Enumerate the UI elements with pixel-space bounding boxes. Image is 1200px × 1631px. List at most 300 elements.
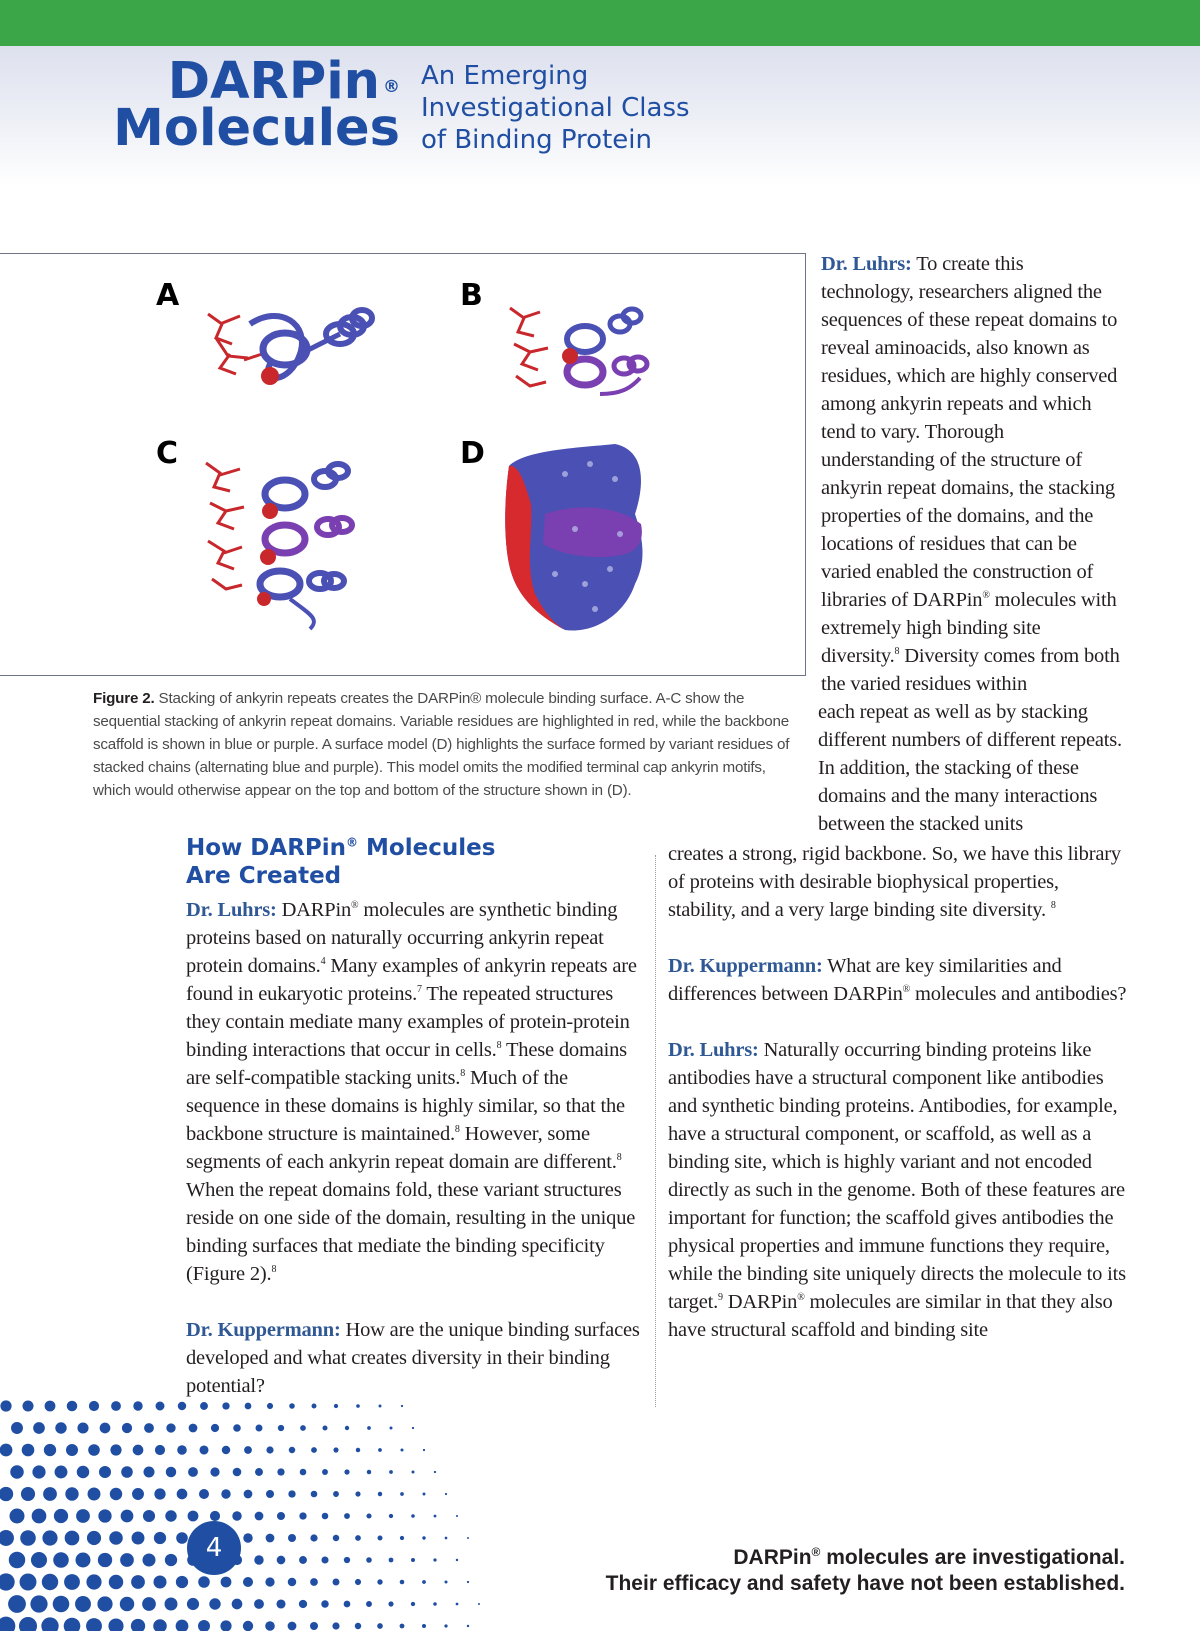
decorative-dot (120, 1553, 134, 1567)
panel-d-surface-model (495, 444, 655, 644)
paragraph-text: molecules are similar in that they also have structural scaffold and binding site (668, 1291, 1113, 1341)
decorative-dot (200, 1402, 208, 1410)
decorative-dot (77, 1466, 90, 1479)
right-column-continuation (818, 698, 1124, 838)
decorative-dot (400, 1536, 404, 1540)
decorative-dot (355, 1535, 361, 1541)
decorative-dot (332, 1622, 339, 1629)
decorative-dot (266, 1446, 273, 1453)
decorative-dot (165, 1510, 176, 1521)
decorative-dot (423, 1449, 425, 1451)
decorative-dot (267, 1403, 273, 1409)
decorative-dot (222, 1402, 229, 1409)
decorative-dot (166, 1423, 175, 1432)
registered-mark: ® (811, 1545, 821, 1559)
decorative-dot (266, 1490, 274, 1498)
decorative-dot (67, 1401, 78, 1412)
decorative-dot (277, 1512, 285, 1520)
decorative-dot (53, 1552, 69, 1568)
decorative-dot (188, 1511, 199, 1522)
decorative-dot (265, 1577, 274, 1586)
paragraph-text: These domains are self-compatible stacking units. (186, 1039, 627, 1089)
decorative-dot (232, 1511, 241, 1520)
decorative-dot (412, 1427, 414, 1429)
decorative-dot (55, 1466, 68, 1479)
decorative-dot (356, 1404, 360, 1408)
subtitle-line-2: Investigational Class (421, 93, 690, 123)
decorative-dot (88, 1488, 101, 1501)
decorative-dot (108, 1618, 123, 1631)
heading-line-2: Are Created (186, 863, 342, 889)
decorative-dot (220, 1620, 231, 1631)
decorative-dot (379, 1405, 382, 1408)
decorative-dot (355, 1491, 360, 1496)
decorative-dot (366, 1557, 372, 1563)
decorative-dot (131, 1619, 145, 1631)
speaker-label: Dr. Kuppermann: (668, 955, 823, 977)
page-number: 4 (187, 1521, 241, 1575)
brand-line-2: Molecules (113, 99, 400, 158)
figure-2-caption (93, 687, 805, 802)
right-column-paragraph (821, 250, 1121, 698)
paragraph-text: creates a strong, rigid backbone. So, we have this library of proteins with desirable biophysical properties, stability, and a very large binding site diversity. (668, 843, 1121, 921)
decorative-dot (0, 1530, 14, 1546)
decorative-dot (199, 1445, 208, 1454)
decorative-dot (321, 1600, 329, 1608)
right-paragraph-2 (668, 952, 1128, 1008)
decorative-dot (54, 1509, 68, 1523)
decorative-dot (22, 1400, 33, 1411)
decorative-dot (310, 1578, 318, 1586)
right-column-paragraph-tail: each repeat as well as by stacking different numbers of different repeats. In addition, the stacking of these domains and the many interactions between the stacked units (818, 701, 1122, 835)
decorative-dot (344, 1557, 350, 1563)
decorative-dot (355, 1623, 361, 1629)
decorative-dot (411, 1558, 415, 1562)
decorative-dot (42, 1574, 58, 1590)
decorative-dot (133, 1445, 144, 1456)
decorative-dot (378, 1492, 382, 1496)
decorative-dot (198, 1620, 210, 1631)
panel-label-c: C (156, 436, 179, 471)
decorative-dot (110, 1488, 122, 1500)
decorative-dot (98, 1553, 112, 1567)
decorative-dot (153, 1619, 167, 1631)
column-divider (655, 855, 656, 1407)
registered-mark: ® (797, 1292, 805, 1304)
panel-b-ribbon-structure (500, 294, 680, 424)
reference-marker: 8 (454, 1124, 460, 1136)
decorative-dot (322, 1469, 328, 1475)
decorative-dot (110, 1444, 121, 1455)
section-heading (186, 834, 626, 890)
decorative-dot (64, 1618, 81, 1631)
paragraph-text: The repeated structures they contain mediate many examples of protein-protein binding interactions that occur in cells. (186, 983, 630, 1061)
registered-mark: ® (346, 835, 359, 850)
heading-line-1: How DARPin (186, 835, 347, 861)
decorative-dot (244, 1490, 253, 1499)
reference-marker: 8 (616, 1152, 622, 1164)
brand-title (90, 52, 400, 158)
reference-marker: 8 (1050, 900, 1056, 912)
decorative-dot (345, 1426, 349, 1430)
decorative-dot (176, 1576, 188, 1588)
speaker-label: Dr. Kuppermann: (186, 1319, 341, 1341)
decorative-dot (66, 1444, 78, 1456)
decorative-dot (142, 1553, 155, 1566)
decorative-dot (322, 1425, 327, 1430)
panel-c-ribbon-structure (200, 449, 400, 639)
decorative-dot (19, 1617, 37, 1631)
paragraph-text: DARPin (722, 1291, 798, 1313)
paragraph-text: molecules and antibodies? (910, 983, 1127, 1005)
decorative-dot (20, 1530, 36, 1546)
decorative-dot (177, 1489, 188, 1500)
decorative-dot (0, 1573, 15, 1590)
registered-mark: ® (351, 900, 359, 912)
decorative-dot (189, 1424, 198, 1433)
decorative-dot (299, 1556, 307, 1564)
decorative-dot (32, 1509, 47, 1524)
panel-a-ribbon-structure (190, 294, 390, 404)
decorative-dot (456, 1515, 458, 1517)
decorative-dot (378, 1448, 382, 1452)
decorative-dot (109, 1575, 123, 1589)
decorative-dot (333, 1491, 339, 1497)
decorative-dot (132, 1532, 145, 1545)
decorative-dot (467, 1625, 469, 1627)
decorative-dot (400, 1624, 405, 1629)
decorative-dot (255, 1512, 264, 1521)
decorative-dot (389, 1514, 393, 1518)
panel-label-d: D (460, 436, 485, 471)
panel-label-b: B (460, 278, 483, 313)
decorative-dot (277, 1468, 284, 1475)
decorative-dot (388, 1601, 393, 1606)
decorative-dot (445, 1537, 448, 1540)
decorative-dot (188, 1467, 198, 1477)
decorative-dot (143, 1466, 154, 1477)
caption-text: Stacking of ankyrin repeats creates the DARPin® molecule binding surface. A-C show the sequential stacking of ankyrin repeat domains. Variable residues are highlighted in red, while the backbone scaffold is shown in blue or purple. A surface model (D) highlights the surface formed by variant residues of stacked chains (alternating blue and purple). This model omits the modified terminal cap ankyrin motifs, which would otherwise appear on the top and bottom of the structure shown in (D). (93, 690, 790, 799)
decorative-dot (76, 1509, 90, 1523)
decorative-dot (77, 1422, 88, 1433)
decorative-dot (10, 1465, 23, 1478)
decorative-dot (11, 1422, 23, 1434)
decorative-dot (131, 1575, 145, 1589)
brand-subtitle (421, 60, 781, 156)
top-green-bar (0, 0, 1200, 46)
decorative-dot (289, 1447, 296, 1454)
decorative-dot (45, 1401, 56, 1412)
decorative-dot (422, 1536, 425, 1539)
decorative-dot (210, 1511, 220, 1521)
decorative-dot (133, 1401, 142, 1410)
decorative-dot (400, 1580, 405, 1585)
decorative-dot (299, 1512, 306, 1519)
decorative-dot (400, 1448, 403, 1451)
decorative-dot (32, 1465, 45, 1478)
decorative-dot (367, 1470, 371, 1474)
decorative-dot (467, 1537, 469, 1539)
decorative-dot (433, 1602, 437, 1606)
decorative-dot (221, 1577, 232, 1588)
decorative-dot (99, 1466, 111, 1478)
decorative-dot (311, 1447, 317, 1453)
decorative-dot (43, 1487, 57, 1501)
paragraph-text: molecules with extremely high binding site diversity. (821, 589, 1117, 667)
brand-registered-mark: ® (383, 77, 400, 97)
disclaimer-text: DARPin (733, 1546, 812, 1569)
decorative-dot (288, 1534, 296, 1542)
heading-line-1-rest: Molecules (358, 835, 496, 861)
decorative-dot (65, 1487, 78, 1500)
decorative-dot (97, 1596, 112, 1611)
right-paragraph-1 (668, 840, 1128, 924)
decorative-dot (333, 1579, 340, 1586)
decorative-dot (300, 1425, 306, 1431)
decorative-dot (30, 1595, 47, 1612)
decorative-dot (64, 1574, 80, 1590)
decorative-dot (178, 1402, 186, 1410)
decorative-dot (412, 1471, 415, 1474)
paragraph-text: What are key similarities and differences between DARPin (668, 955, 1062, 1005)
decorative-dot (390, 1427, 393, 1430)
decorative-dot (75, 1596, 91, 1612)
left-paragraph-1 (186, 896, 646, 1288)
disclaimer-line-2: Their efficacy and safety have not been established. (605, 1572, 1125, 1595)
paragraph-text: How are the unique binding surfaces developed and what creates diversity in their binding potential? (186, 1319, 640, 1397)
figure-2-box (0, 253, 806, 676)
decorative-dot (221, 1489, 230, 1498)
decorative-dot (389, 1470, 393, 1474)
decorative-dot (232, 1599, 243, 1610)
brand-line-1: DARPin (167, 52, 380, 111)
decorative-dot (0, 1444, 12, 1457)
reference-marker: 4 (320, 956, 326, 968)
decorative-dot (366, 1513, 371, 1518)
registered-mark: ® (902, 984, 911, 996)
decorative-dot (89, 1401, 99, 1411)
paragraph-text: Naturally occurring binding proteins like antibodies have a structural component like antibodies and synthetic binding proteins. Antibodies, for example, have a structural component, or scaffold, as well as a binding site, which is highly variant and not encoded directly as such in the genome. Both of these features are important for function; the scaffold gives antibodies the physical properties and immune functions they require, while the binding site uniquely directs the molecule to its target. (668, 1039, 1126, 1313)
subtitle-line-3: of Binding Protein (421, 125, 652, 155)
decorative-dot (165, 1554, 177, 1566)
paragraph-text: To create this technology, researchers aligned the sequences of these repeat domains to reveal aminoacids, also known as residues, which are highly conserved among ankyrin repeats and which tend to vary. Thorough understanding of the structure of ankyrin repeat domains, the stacking properties of the domains, and the locations of residues that can be varied enabled the construction of libraries of DARPin (821, 253, 1118, 611)
decorative-dot (122, 1423, 132, 1433)
decorative-dot (165, 1598, 178, 1611)
decorative-dot (22, 1444, 35, 1457)
decorative-dot (334, 1404, 338, 1408)
decorative-dot (467, 1581, 469, 1583)
decorative-dot (276, 1599, 285, 1608)
decorative-dot (120, 1597, 134, 1611)
reference-marker: 8 (271, 1264, 277, 1276)
decorative-dot (199, 1489, 209, 1499)
decorative-dot (211, 1424, 219, 1432)
subtitle-line-1: An Emerging (421, 61, 589, 91)
decorative-dot (187, 1598, 199, 1610)
paragraph-text: Many examples of ankyrin repeats are found in eukaryotic proteins. (186, 955, 637, 1005)
paragraph-text: Much of the sequence in these domains is highly similar, so that the backbone structure is maintained. (186, 1067, 625, 1145)
decorative-dot (366, 1601, 372, 1607)
decorative-dot (209, 1598, 220, 1609)
decorative-dot (111, 1401, 121, 1411)
decorative-dot (31, 1552, 47, 1568)
decorative-dot (42, 1530, 57, 1545)
decorative-dot (100, 1423, 111, 1434)
decorative-dot (143, 1510, 155, 1522)
decorative-dot (422, 1580, 426, 1584)
reference-marker: 8 (894, 646, 900, 658)
decorative-dot (243, 1621, 253, 1631)
decorative-dot (321, 1556, 328, 1563)
decorative-dot (88, 1444, 100, 1456)
decorative-dot (20, 1574, 37, 1591)
decorative-dot (278, 1425, 284, 1431)
decorative-dot (289, 1403, 295, 1409)
decorative-dot (109, 1531, 123, 1545)
decorative-dot (243, 1533, 252, 1542)
paragraph-text: molecules are synthetic binding proteins based on naturally occurring ankyrin repeat protein domains. (186, 899, 618, 977)
decorative-dot (355, 1579, 361, 1585)
decorative-dot (367, 1426, 371, 1430)
investigational-disclaimer (560, 1545, 1125, 1597)
paragraph-text: When the repeat domains fold, these variant structures reside on one side of the domain, resulting in the unique binding surfaces that mediate the binding specificity (Figure 2). (186, 1179, 636, 1285)
decorative-dot (254, 1555, 263, 1564)
speaker-label: Dr. Luhrs: (186, 899, 277, 921)
reference-marker: 7 (417, 984, 422, 996)
reference-marker: 9 (718, 1292, 723, 1304)
decorative-dot (65, 1531, 80, 1546)
decorative-dot (153, 1575, 166, 1588)
decorative-dot (156, 1402, 165, 1411)
decorative-dot (344, 1601, 351, 1608)
decorative-dot (144, 1423, 154, 1433)
decorative-dot (277, 1556, 286, 1565)
decorative-dot (356, 1448, 360, 1452)
decorative-dot (300, 1469, 307, 1476)
decorative-dot (434, 1515, 437, 1518)
decorative-dot (288, 1622, 297, 1631)
left-paragraph-2 (186, 1316, 646, 1400)
decorative-dot (422, 1624, 426, 1628)
decorative-dot (288, 1490, 295, 1497)
decorative-dot (55, 1422, 66, 1433)
decorative-dot (265, 1621, 275, 1631)
decorative-dot (176, 1620, 189, 1631)
decorative-dot (154, 1532, 166, 1544)
decorative-dot (177, 1445, 187, 1455)
decorative-dot (41, 1617, 58, 1631)
decorative-dot (256, 1425, 263, 1432)
reference-marker: 8 (460, 1068, 466, 1080)
decorative-dot (198, 1576, 210, 1588)
decorative-dot (344, 1469, 349, 1474)
decorative-dot (344, 1513, 350, 1519)
registered-mark: ® (982, 590, 990, 602)
decorative-dot (434, 1471, 436, 1473)
right-paragraph-3 (668, 1036, 1128, 1344)
speaker-label: Dr. Luhrs: (821, 253, 912, 275)
decorative-dot (456, 1603, 459, 1606)
decorative-dot (244, 1446, 252, 1454)
decorative-dot (0, 1487, 13, 1501)
paragraph-text: However, some segments of each ankyrin repeat domain are different. (186, 1123, 617, 1173)
decorative-dot (310, 1622, 318, 1630)
decorative-dot (87, 1531, 101, 1545)
decorative-dot (222, 1446, 230, 1454)
decorative-dot (210, 1467, 219, 1476)
decorative-dot (0, 1617, 15, 1631)
decorative-dot (166, 1467, 176, 1477)
decorative-dot (266, 1534, 275, 1543)
decorative-dot (310, 1534, 317, 1541)
decorative-dot (433, 1558, 436, 1561)
decorative-dot (445, 1493, 447, 1495)
decorative-dot (377, 1579, 382, 1584)
decorative-dot (176, 1532, 188, 1544)
decorative-dot (142, 1597, 156, 1611)
disclaimer-text: molecules are investigational. (820, 1546, 1125, 1569)
decorative-dot (400, 1492, 404, 1496)
decorative-dot (245, 1403, 252, 1410)
decorative-dot (389, 1558, 394, 1563)
decorative-dot (86, 1618, 102, 1631)
right-column-bottom (668, 840, 1128, 1344)
decorative-dot (33, 1422, 45, 1434)
paragraph-text: Diversity comes from both the varied residues within (821, 645, 1120, 695)
decorative-dot (333, 1447, 338, 1452)
decorative-dot (76, 1553, 91, 1568)
reference-marker: 8 (496, 1040, 502, 1052)
decorative-dot (86, 1574, 101, 1589)
decorative-dot (401, 1405, 403, 1407)
decorative-dot (423, 1493, 426, 1496)
decorative-dot (9, 1552, 25, 1568)
decorative-dot (10, 1509, 25, 1524)
decorative-dot (299, 1600, 307, 1608)
decorative-dot (478, 1603, 480, 1605)
panel-label-a: A (156, 278, 180, 313)
decorative-dot (121, 1466, 133, 1478)
decorative-dot (311, 1491, 318, 1498)
decorative-dot (44, 1444, 56, 1456)
decorative-dot (121, 1510, 134, 1523)
decorative-dot (333, 1535, 340, 1542)
decorative-dot (154, 1488, 165, 1499)
decorative-dot (8, 1595, 26, 1613)
decorative-dot (254, 1599, 264, 1609)
decorative-dot (288, 1578, 297, 1587)
decorative-dot (322, 1513, 329, 1520)
right-column-top (821, 250, 1121, 698)
decorative-dot (0, 1400, 11, 1411)
decorative-dot (243, 1577, 253, 1587)
decorative-dot (132, 1488, 144, 1500)
decorative-dot (233, 1468, 242, 1477)
decorative-dot (456, 1559, 458, 1561)
speaker-label: Dr. Luhrs: (668, 1039, 759, 1061)
decorative-dot (155, 1445, 165, 1455)
decorative-dot (378, 1536, 383, 1541)
decorative-dot (233, 1424, 241, 1432)
paragraph-text: DARPin (276, 899, 352, 921)
decorative-dot (53, 1596, 70, 1613)
decorative-dot (98, 1509, 111, 1522)
decorative-dot (21, 1487, 35, 1501)
decorative-dot (411, 1602, 415, 1606)
decorative-dot (444, 1624, 447, 1627)
decorative-dot (377, 1623, 383, 1629)
left-column (186, 896, 646, 1400)
